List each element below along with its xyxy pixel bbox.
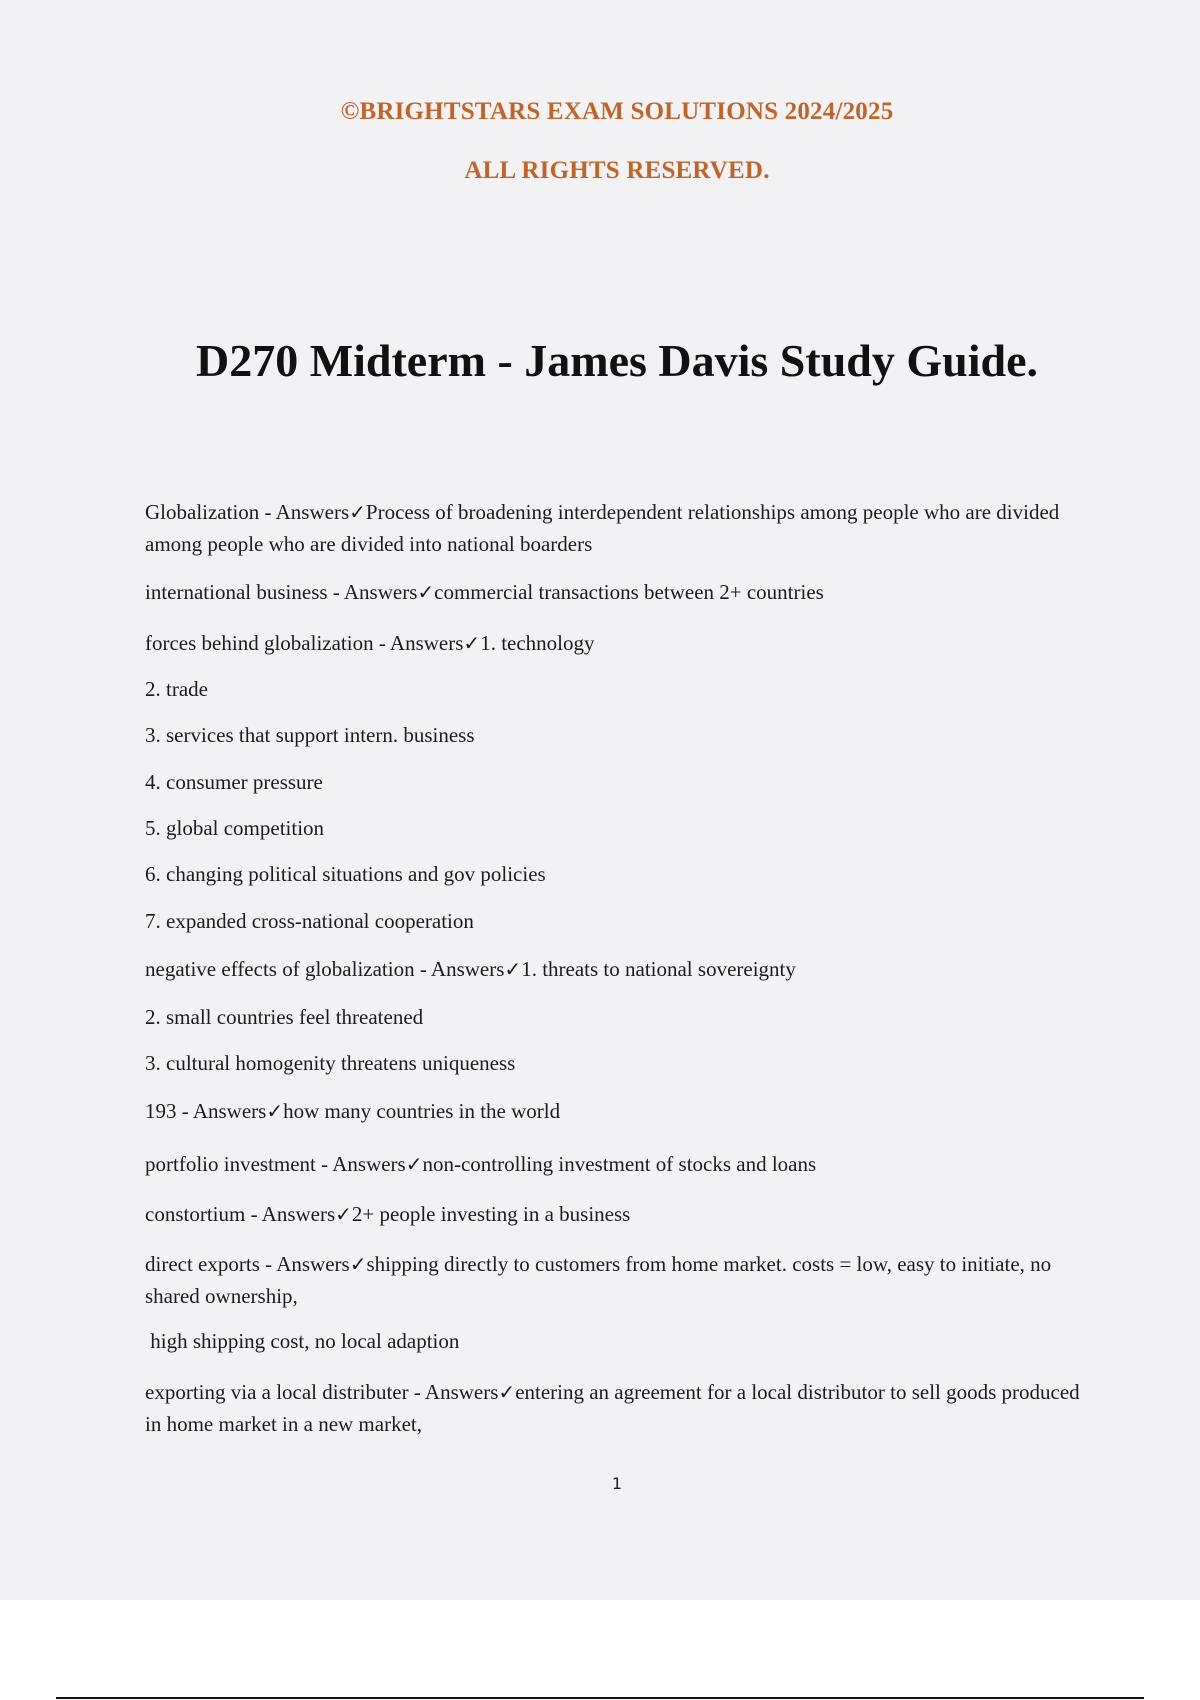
list-item: 2. trade: [145, 677, 208, 701]
checkmark-icon: ✓: [349, 1252, 367, 1276]
entry-answer: Process of broadening interdependent relationships among people who are divided among people who are divided into national boarders: [145, 500, 1060, 556]
list-item: 3. cultural homogenity threatens uniqueness: [145, 1051, 516, 1075]
entry-term: direct exports - Answers: [145, 1252, 350, 1276]
entry-portfolio-investment: [145, 1148, 1095, 1180]
entry-term: negative effects of globalization - Answers: [145, 957, 505, 981]
entry-193: [145, 1095, 1095, 1127]
entry-answer: 1. technology: [480, 631, 595, 655]
page-divider: [56, 1697, 1144, 1699]
entry-answer: commercial transactions between 2+ countries: [434, 580, 824, 604]
checkmark-icon: ✓: [504, 957, 522, 981]
checkmark-icon: ✓: [463, 631, 481, 655]
checkmark-icon: ✓: [498, 1380, 516, 1404]
entry-answer: how many countries in the world: [283, 1099, 561, 1123]
entry-answer: shipping directly to customers from home market. costs = low, easy to initiate, no shared ownership,: [145, 1252, 1052, 1308]
page-number: 1: [611, 1474, 623, 1493]
entry-direct-exports: [145, 1248, 1095, 1312]
entry-term: exporting via a local distributer - Answers: [145, 1380, 499, 1404]
entry-negative-effects: [145, 953, 1095, 985]
list-item: 6. changing political situations and gov policies: [145, 862, 546, 886]
checkmark-icon: ✓: [335, 1202, 352, 1226]
list-item: high shipping cost, no local adaption: [145, 1329, 460, 1353]
entry-answer: 2+ people investing in a business: [351, 1202, 631, 1226]
entry-forces-behind-globalization: [145, 627, 1095, 659]
checkmark-icon: ✓: [349, 500, 366, 524]
checkmark-icon: ✓: [266, 1099, 284, 1123]
checkmark-icon: ✓: [417, 580, 435, 604]
copyright-line-1: ©BRIGHTSTARS EXAM SOLUTIONS 2024/2025: [340, 98, 894, 125]
entry-exporting-via-local-distributer: [145, 1376, 1095, 1440]
entry-answer: 1. threats to national sovereignty: [521, 957, 796, 981]
document-title: D270 Midterm - James Davis Study Guide.: [195, 335, 1039, 386]
entry-constortium: [145, 1198, 1095, 1230]
list-item: 4. consumer pressure: [145, 770, 323, 794]
list-item: 5. global competition: [145, 816, 325, 840]
list-item: 3. services that support intern. business: [145, 723, 475, 747]
copyright-line-2: ALL RIGHTS RESERVED.: [464, 157, 770, 184]
entry-answer: non-controlling investment of stocks and loans: [422, 1152, 817, 1176]
entry-term: constortium - Answers: [145, 1202, 336, 1226]
entry-international-business: [145, 576, 1095, 608]
entry-term: forces behind globalization - Answers: [145, 631, 464, 655]
entry-globalization: [145, 496, 1095, 560]
checkmark-icon: ✓: [405, 1152, 423, 1176]
entry-term: international business - Answers: [145, 580, 418, 604]
list-item: 7. expanded cross-national cooperation: [145, 909, 474, 933]
entry-answer: entering an agreement for a local distributor to sell goods produced in home market in a new market,: [145, 1380, 1080, 1436]
list-item: 2. small countries feel threatened: [145, 1005, 424, 1029]
entry-term: Globalization - Answers: [145, 500, 350, 524]
entry-term: portfolio investment - Answers: [145, 1152, 406, 1176]
entry-term: 193 - Answers: [145, 1099, 267, 1123]
